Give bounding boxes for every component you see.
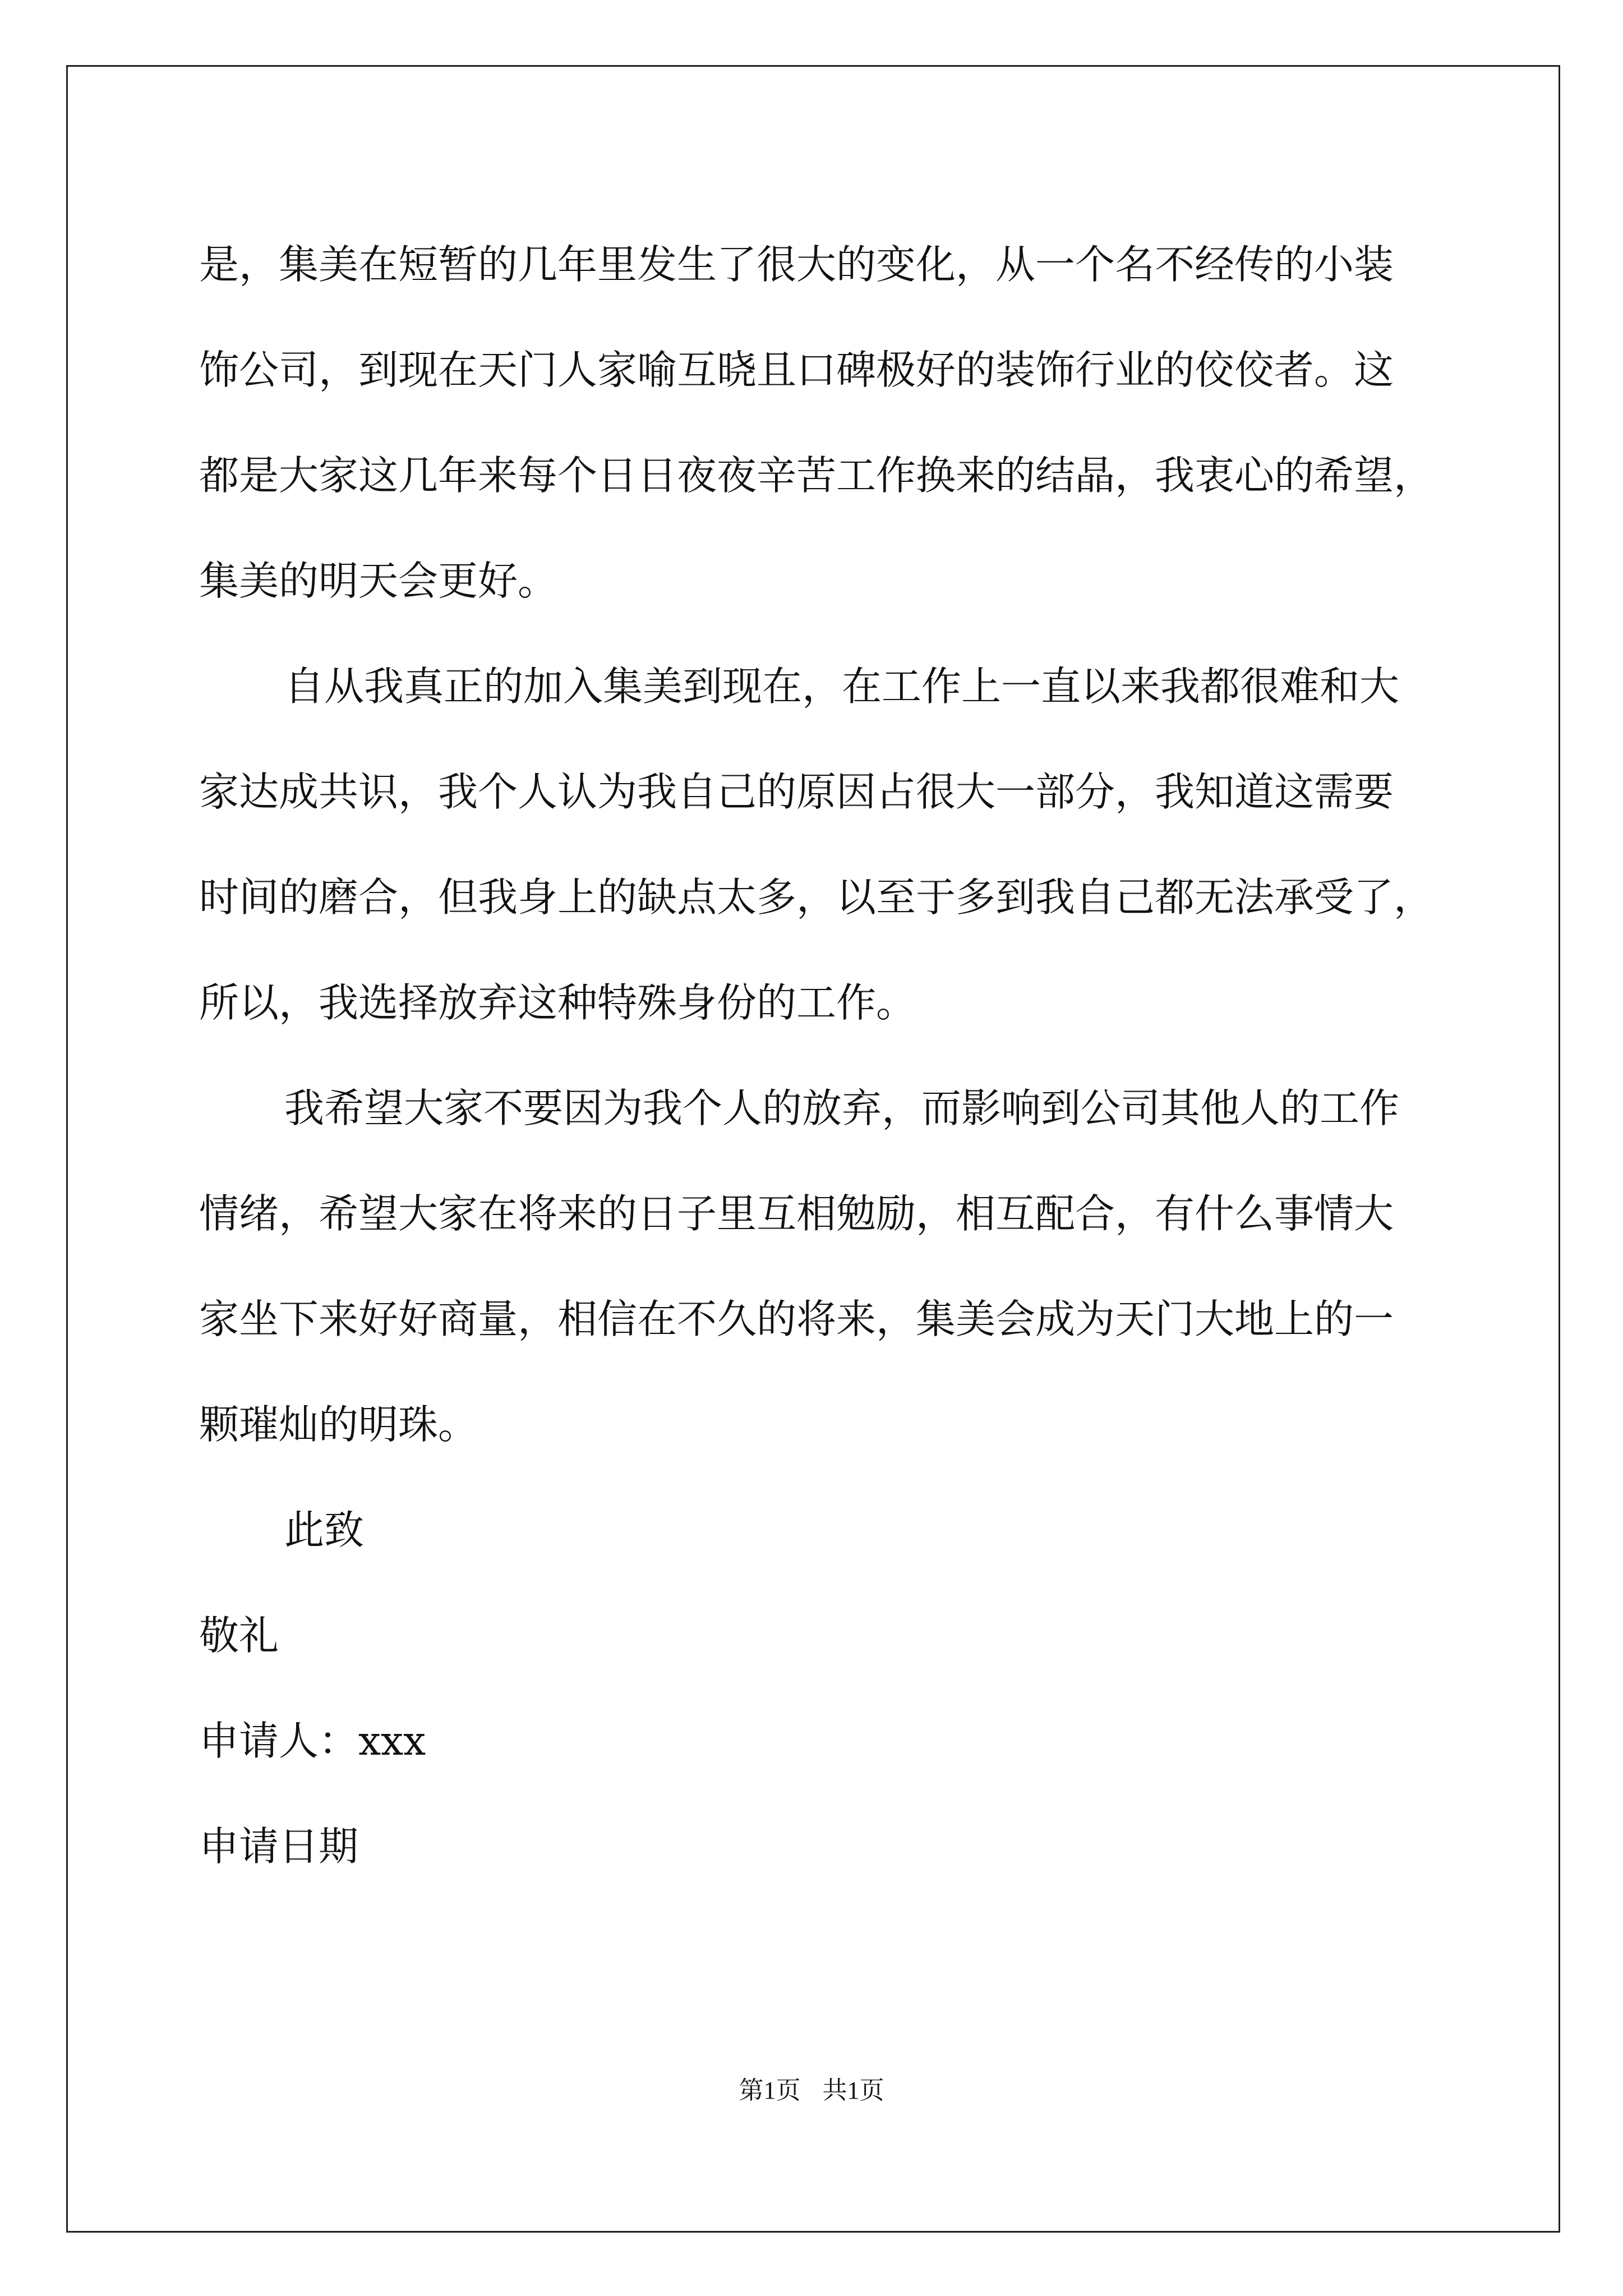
paragraph-1-line-3: 都是大家这几年来每个日日夜夜辛苦工作换来的结晶，我衷心的希望，: [199, 452, 1434, 499]
page-number: 第1页: [739, 2077, 801, 2104]
paragraph-3-line-3: 家坐下来好好商量，相信在不久的将来，集美会成为天门大地上的一: [199, 1296, 1394, 1342]
paragraph-1-line-1: 是，集美在短暂的几年里发生了很大的变化，从一个名不经传的小装: [199, 241, 1394, 288]
document-body: [199, 212, 1433, 1899]
page-total: 共1页: [822, 2077, 884, 2104]
paragraph-3-line-4: 颗璀灿的明珠。: [199, 1401, 478, 1448]
paragraph-2-line-2: 家达成共识，我个人认为我自己的原因占很大一部分，我知道这需要: [199, 769, 1394, 815]
paragraph-2-line-3: 时间的磨合，但我身上的缺点太多，以至于多到我自己都无法承受了，: [199, 874, 1434, 921]
paragraph-1-line-2: 饰公司，到现在天门人家喻互晓且口碑极好的装饰行业的佼佼者。这: [199, 347, 1394, 393]
paragraph-1-line-4: 集美的明天会更好。: [199, 558, 558, 604]
applicant-name: 申请人：xxx: [199, 1718, 426, 1764]
page-footer: [0, 2070, 1623, 2106]
paragraph-2-line-4: 所以，我选择放弃这种特殊身份的工作。: [199, 979, 916, 1026]
paragraph-2-line-1: 自从我真正的加入集美到现在，在工作上一直以来我都很难和大: [284, 663, 1400, 710]
closing-salutation: 此致: [284, 1507, 365, 1553]
paragraph-3-line-1: 我希望大家不要因为我个人的放弃，而影响到公司其他人的工作: [284, 1085, 1400, 1131]
closing-regards: 敬礼: [199, 1612, 279, 1659]
paragraph-3-line-2: 情绪，希望大家在将来的日子里互相勉励，相互配合，有什么事情大: [199, 1190, 1394, 1237]
application-date: 申请日期: [199, 1823, 359, 1870]
